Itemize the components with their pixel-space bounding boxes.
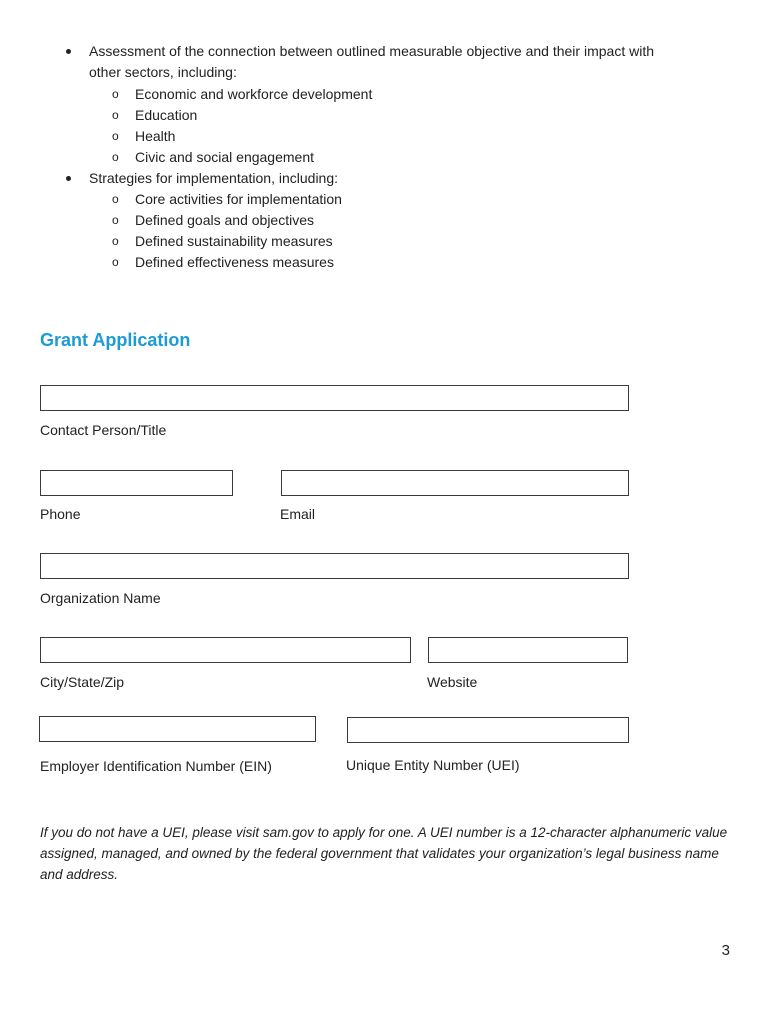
sub-bullet-marker: o	[112, 255, 119, 269]
sub-bullet-text: Education	[135, 107, 198, 123]
bullet-dot	[66, 176, 71, 181]
bullet-dot	[66, 49, 71, 54]
sub-bullet-marker: o	[112, 129, 119, 143]
sub-bullet-marker: o	[112, 192, 119, 206]
sub-bullet-text: Defined sustainability measures	[135, 233, 333, 249]
sub-bullet-text: Defined effectiveness measures	[135, 254, 334, 270]
contact-person-label: Contact Person/Title	[40, 422, 167, 438]
sub-bullet-text: Economic and workforce development	[135, 86, 373, 102]
bullet-text: Assessment of the connection between outlined measurable objective and their impact with	[89, 43, 654, 59]
phone-field[interactable]	[40, 470, 233, 496]
uei-help-note: If you do not have a UEI, please visit sam.gov to apply for one. A UEI number is a 12-character alphanumeric value assigned, managed, and owned by the federal government that validates your organization’s legal business name and address.	[40, 825, 728, 882]
bullet-text-continued: other sectors, including:	[89, 64, 237, 80]
email-label: Email	[280, 506, 316, 522]
sub-bullet-marker: o	[112, 108, 119, 122]
website-field[interactable]	[428, 637, 628, 663]
organization-name-field[interactable]	[40, 553, 629, 579]
website-label: Website	[427, 674, 478, 690]
sub-bullet-marker: o	[112, 150, 119, 164]
uei-field[interactable]	[347, 717, 629, 743]
bullet-text: Strategies for implementation, including:	[89, 170, 339, 186]
page-number: 3	[721, 942, 730, 959]
sub-bullet-marker: o	[112, 234, 119, 248]
sub-bullet-text: Core activities for implementation	[135, 191, 342, 207]
uei-label: Unique Entity Number (UEI)	[346, 757, 520, 773]
contact-person-field[interactable]	[40, 385, 629, 411]
city-state-zip-field[interactable]	[40, 637, 411, 663]
ein-label: Employer Identification Number (EIN)	[40, 758, 272, 774]
section-heading: Grant Application	[40, 330, 191, 350]
email-field[interactable]	[281, 470, 629, 496]
organization-name-label: Organization Name	[40, 590, 161, 606]
sub-bullet-text: Defined goals and objectives	[135, 212, 315, 228]
sub-bullet-text: Civic and social engagement	[135, 149, 314, 165]
sub-bullet-marker: o	[112, 87, 119, 101]
phone-label: Phone	[40, 506, 81, 522]
sub-bullet-marker: o	[112, 213, 119, 227]
city-state-zip-label: City/State/Zip	[40, 674, 125, 690]
ein-field[interactable]	[39, 716, 316, 742]
sub-bullet-text: Health	[135, 128, 176, 144]
